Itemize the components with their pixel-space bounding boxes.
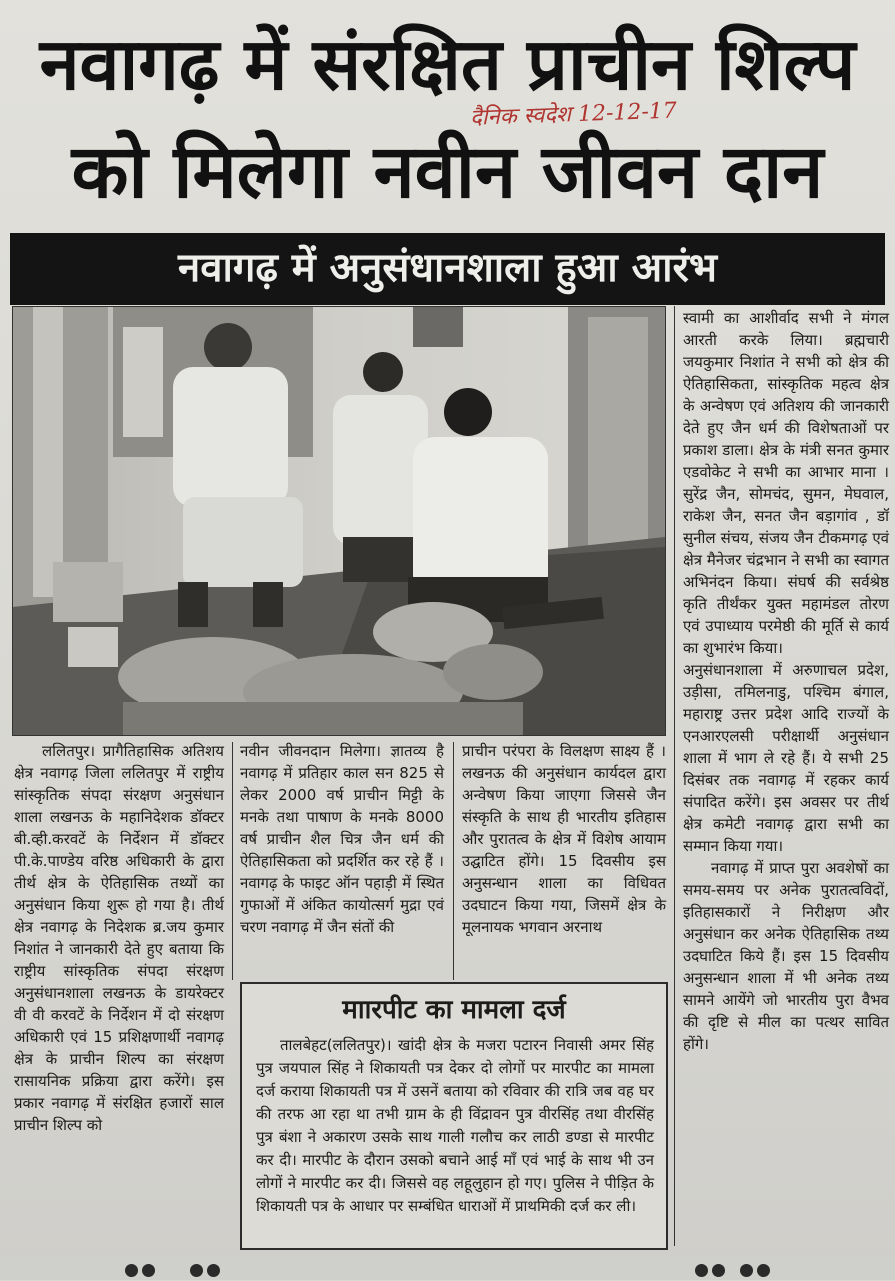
article-column-2 — [240, 740, 444, 938]
paragraph: ललितपुर। प्रागैतिहासिक अतिशय क्षेत्र नवागढ़ जिला ललितपुर में राष्ट्रीय सांस्कृतिक संपदा संरक्षण अनुसंधान शाला लखनऊ के महानिदेशक डॉक्टर बी.व्ही.करवटें के निर्देशन में डॉक्टर पी.के.पाण्डेय वरिष्ठ अधिकारी के द्वारा तीर्थ क्षेत्र के ऐतिहासिक तथ्यों का अनुसंधान किया शुरू हो गया है। तीर्थ क्षेत्र नवागढ़ के निदेशक ब्र.जय कुमार निशांत ने जानकारी देते हुए बताया कि राष्ट्रीय सांस्कृतिक संपदा संरक्षण अनुसंधानशाला लखनऊ के डायरेक्टर वी वी करवटें के निर्देशन में दो संरक्षण अधिकारी एवं 15 प्रशिक्षणार्थी नवागढ़ क्षेत्र के प्राचीन शिल्प का संरक्षण रासायनिक प्रक्रिया द्वारा करेंगे। इस प्रकार नवागढ़ में संरक्षित हजारों साल प्राचीन शिल्प को — [14, 742, 224, 1134]
decorative-dots — [695, 1262, 729, 1276]
paragraph: नवागढ़ में प्राप्त पुरा अवशेषों का समय-समय पर अनेक पुरातत्वविदों, इतिहासकारों ने निरीक्षण और अनुसंधान कर अनेक ऐतिहासिक तथ्य उदघाटित किये हैं। इस 15 दिवसीय अनुसन्धान शाला में भी अनेक तथ्य सामने आयेंगे जो भारतीय पुरा वैभव की दृष्टि से मील का पत्थर सावित होंगे। — [683, 859, 889, 1053]
handwritten-date-note: दैनिक स्वदेश 12-12-17 — [469, 98, 678, 131]
decorative-dots — [125, 1262, 159, 1276]
decorative-dots — [190, 1262, 224, 1276]
photo-icon — [13, 307, 665, 735]
decorative-dots — [740, 1262, 774, 1276]
subheadline-bar: नवागढ़ में अनुसंधानशाला हुआ आरंभ — [10, 233, 885, 305]
paragraph: स्वामी का आशीर्वाद सभी ने मंगल आरती करके लिया। ब्रह्मचारी जयकुमार निशांत ने सभी को क्षेत्र की ऐतिहासिकता, सांस्कृतिक महत्व क्षेत्र के अन्वेषण एवं अतिशय की जानकारी देते हुए जैन धर्म की विशेषताओं पर प्रकाश डाला। क्षेत्र के मंत्री सनत कुमार एडवोकेट ने सभी का आभार माना । सुरेंद्र जैन, सोमचंद, सुमन, मेघवाल, राकेश जैन, सनत जैन बड़ागांव , डॉ सुनील संचय, संजय जैन टीकमगढ़ एवं क्षेत्र मैनेजर चंद्रभान ने सभी का स्वागत अभिनंदन किया। संघर्ष की सर्वश्रेष्ठ कृति तीर्थंकर युक्त महामंडल तोरण एवं उपाध्याय परमेष्ठी की मूर्ति से कार्य का शुभारंभ किया। — [683, 309, 889, 657]
column-divider — [232, 742, 233, 980]
headline-line-2: को मिलेगा नवीन जीवन दान — [71, 129, 824, 215]
paragraph: तालबेहट(ललितपुर)। खांदी क्षेत्र के मजरा पटारन निवासी अमर सिंह पुत्र जयपाल सिंह ने शिकायती पत्र देकर दो लोगों पर मारपीट का मामला दर्ज कराया शिकायती पत्र में उसनें बताया को रविवार की रात्रि जब वह घर की तरफ आ रहा था तभी ग्राम के ही विंद्रावन पुत्र वीरसिंह तथा वीरसिंह पुत्र बंशा ने अकारण उसके साथ गाली गलौच कर लाठी डण्डा से मारपीट कर दी। मारपीट के दौरान उसको बचाने आई माँ एवं भाई के साथ भी उन लोगों ने मारपीट कर दी। जिससे वह लहूलुहान हो गए। पुलिस ने पीड़ित के शिकायती पत्र के आधार पर सम्बंधित धाराओं में प्राथमिकी दर्ज कर ली। — [256, 1036, 654, 1215]
news-photo — [12, 306, 666, 736]
boxed-story-title: माारपीट का मामला दर्ज — [342, 995, 566, 1025]
paragraph: नवीन जीवनदान मिलेगा। ज्ञातव्य है नवागढ़ में प्रतिहार काल सन 825 से लेकर 2000 वर्ष प्राचीन मिट्टी के मनके तथा पाषाण के मनके 8000 वर्ष प्राचीन शैल चित्र जैन धर्म की ऐतिहासिकता को प्रदर्शित कर रहे हैं । नवागढ़ के फाइट ऑन पहाड़ी में स्थित गुफाओं में अंकित कायोत्सर्ग मुद्रा एवं चरण नवागढ़ में जैन संतों की — [240, 742, 444, 936]
paragraph: प्राचीन परंपरा के विलक्षण साक्ष्य हैं । लखनऊ की अनुसंधान कार्यदल द्वारा अन्वेषण किया जाएगा जिससे जैन संस्कृति के साथ ही भारतीय इतिहास और पुरातत्व के क्षेत्र में विशेष आयाम उद्घाटित होंगे। 15 दिवसीय इस अनुसन्धान शाला का विधिवत उदघाटन किया गया, जिसमें क्षेत्र के मूलनायक भगवान अरनाथ — [462, 742, 666, 936]
boxed-news-story — [240, 982, 668, 1250]
column-divider — [453, 742, 454, 980]
boxed-story-body — [256, 1034, 654, 1218]
article-column-4 — [683, 307, 889, 1055]
article-column-1 — [14, 740, 224, 1136]
column-divider — [674, 306, 675, 1246]
article-column-3 — [462, 740, 666, 938]
paragraph: अनुसंधानशाला में अरुणाचल प्रदेश, उड़ीसा, तमिलनाडु, पश्चिम बंगाल, महाराष्ट्र उत्तर प्रदेश आदि राज्यों के एनआरएलसी परीक्षार्थी अनुसंधान शाला में भाग ले रहे हैं। ये सभी 25 दिसंबर तक नवागढ़ में रहकर कार्य संपादित करेंगे। इस अवसर पर तीर्थ क्षेत्र कमेटी नवागढ़ द्वारा सभी का सम्मान किया गया। — [683, 661, 889, 855]
headline-line-1: नवागढ़ में संरक्षित प्राचीन शिल्प — [39, 22, 856, 106]
